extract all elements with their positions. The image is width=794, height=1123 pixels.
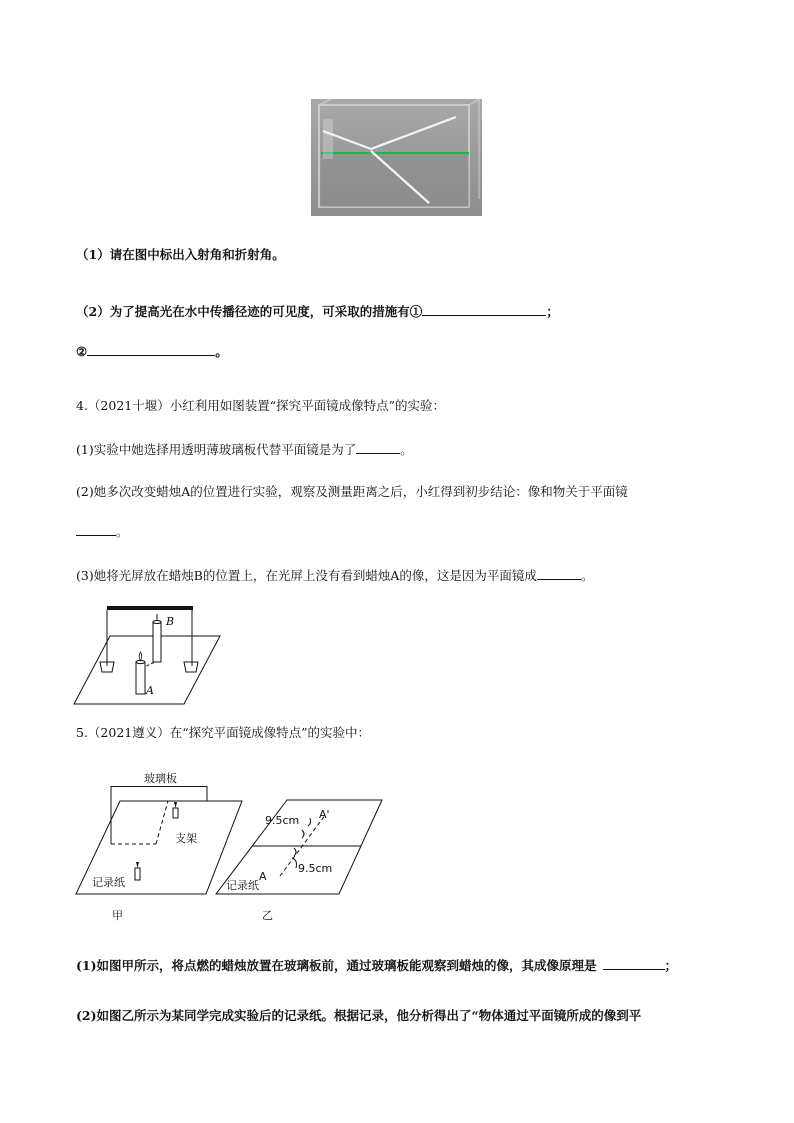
glass-plate-label: 玻璃板 (144, 772, 177, 785)
figure-yi-caption: 乙 (262, 909, 273, 922)
answer-blank[interactable] (603, 957, 665, 970)
answer-blank[interactable] (422, 303, 546, 316)
answer-blank[interactable] (356, 441, 400, 454)
mirror-candle-figure (72, 602, 224, 708)
candle-a-label: A (146, 684, 154, 697)
q5-sub1-text: (1)如图甲所示，将点燃的蜡烛放置在玻璃板前，通过玻璃板能观察到蜡烛的像，其成像原理是 (76, 958, 597, 973)
q5-sub2: (2)如图乙所示为某同学完成实验后的记录纸。根据记录，他分析得出了“物体通过平面镜所成的像到平 (76, 1008, 642, 1023)
q4-sub1-text: (1)实验中她选择用透明薄玻璃板代替平面镜是为了 (76, 442, 357, 457)
answer-blank[interactable] (87, 343, 215, 356)
water-tank-photo (311, 99, 482, 216)
q4-sub2-end: 。 (116, 524, 129, 539)
image-a-prime-label: A' (319, 808, 330, 821)
q3-sub2-marker: ② (76, 344, 88, 359)
q3-sub2-line2 (76, 343, 228, 361)
record-paper-label: 记录纸 (92, 876, 125, 889)
distance-top-label: 9.5cm (265, 814, 300, 827)
q3-sub2-text: （2）为了提高光在水中传播径迹的可见度，可采取的措施有① (76, 304, 423, 319)
candle-b-label: B (166, 615, 175, 628)
q4-sub3-end: 。 (580, 568, 594, 583)
answer-blank[interactable] (537, 567, 581, 580)
q3-sub2 (76, 303, 559, 321)
object-a-label: A (259, 870, 267, 883)
q4-sub3 (76, 567, 593, 585)
q4-sub1 (76, 441, 413, 459)
q3-sub2-end: 。 (215, 344, 228, 359)
record-paper-label-yi: 记录纸 (226, 879, 259, 892)
figure-yi (212, 796, 384, 924)
q4-sub1-end: 。 (400, 442, 413, 457)
q3-sub2-sep: ； (546, 304, 559, 319)
q5-sub1-end: ； (664, 958, 678, 973)
stand-label: 支架 (175, 832, 197, 845)
q4-sub3-text: (3)她将光屏放在蜡烛B的位置上，在光屏上没有看到蜡烛A的像，这是因为平面镜成 (76, 568, 537, 583)
figure-jia-caption: 甲 (112, 909, 123, 922)
answer-blank[interactable] (76, 523, 116, 536)
q5-sub1 (76, 957, 677, 975)
q4-sub2: (2)她多次改变蜡烛A的位置进行实验，观察及测量距离之后，小红得到初步结论：像和物关于平面镜 (76, 484, 628, 499)
q3-sub1: （1）请在图中标出入射角和折射角。 (76, 247, 285, 262)
q4-sub2-line2 (76, 523, 129, 541)
q4-stem: 4.（2021十堰）小红利用如图装置“探究平面镜成像特点”的实验： (76, 398, 446, 413)
distance-bottom-label: 9.5cm (298, 862, 333, 875)
q5-stem: 5.（2021遵义）在“探究平面镜成像特点”的实验中： (76, 725, 371, 740)
